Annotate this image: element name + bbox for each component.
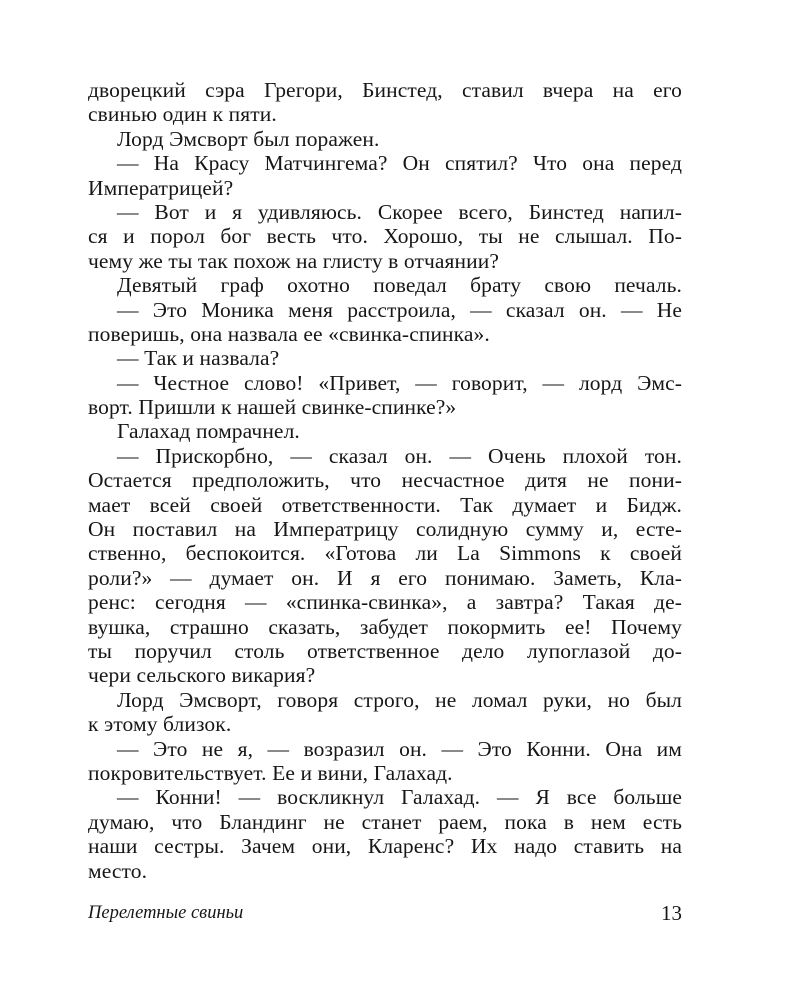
text-line: место. <box>88 858 148 883</box>
text-line: — Конни! — воскликнул Галахад. — Я все больше <box>117 785 682 810</box>
text-line: Императрицей? <box>88 175 234 200</box>
text-line: ственно, беспокоится. «Готова ли La Simmons к своей <box>88 541 682 566</box>
text-line: думаю, что Бландинг не станет раем, пока в нем есть <box>88 809 682 834</box>
text-line: ся и порол бог весть что. Хорошо, ты не слышал. По- <box>88 224 682 249</box>
text-line: — Честное слово! «Привет, — говорит, — лорд Эмс- <box>117 370 682 395</box>
text-line: — На Красу Матчингема? Он спятил? Что она перед <box>117 151 682 176</box>
text-line: роли?» — думает он. И я его понимаю. Заметь, Кла- <box>88 565 682 590</box>
text-line: ренс: сегодня — «спинка-свинка», а завтра? Такая де- <box>88 590 682 615</box>
text-line: Лорд Эмсворт был поражен. <box>117 126 380 151</box>
page-number: 13 <box>661 901 682 925</box>
text-line: дворецкий сэра Грегори, Бинстед, ставил вчера на его <box>88 78 682 102</box>
text-line: поверишь, она назвала ее «свинка-спинка». <box>88 321 490 346</box>
text-line: — Это не я, — возразил он. — Это Конни. Она им <box>117 736 682 761</box>
text-line: к этому близок. <box>88 712 232 737</box>
text-line: мает всей своей ответственности. Так думает и Бидж. <box>88 492 682 517</box>
text-line: Остается предположить, что несчастное дитя не пони- <box>88 468 682 493</box>
page-footer <box>88 898 682 928</box>
text-line: свинью один к пяти. <box>88 102 277 127</box>
text-line: покровительствует. Ее и вини, Галахад. <box>88 760 453 785</box>
text-line: Галахад помрачнел. <box>117 419 300 444</box>
text-line: Лорд Эмсворт, говоря строго, не ломал руки, но был <box>117 687 682 712</box>
text-line: чему же ты так похож на глисту в отчаянии? <box>88 248 499 273</box>
text-line: — Так и назвала? <box>117 346 280 371</box>
text-line: — Вот и я удивляюсь. Скорее всего, Бинстед напил- <box>117 199 682 224</box>
text-line: ворт. Пришли к нашей свинке-спинке?» <box>88 395 457 420</box>
text-line: наши сестры. Зачем они, Кларенс? Их надо ставить на <box>88 834 682 859</box>
text-line: вушка, страшно сказать, забудет покормить ее! Почему <box>88 614 682 639</box>
text-line: чери сельского викария? <box>88 663 316 688</box>
text-line: — Прискорбно, — сказал он. — Очень плохой тон. <box>117 443 682 468</box>
text-line: Он поставил на Императрицу солидную сумму и, есте- <box>88 517 682 542</box>
text-line: — Это Моника меня расстроила, — сказал он. — Не <box>117 297 682 322</box>
running-title: Перелетные свиньи <box>88 903 244 923</box>
book-page-text <box>88 78 682 883</box>
text-line: Девятый граф охотно поведал брату свою печаль. <box>117 273 682 298</box>
text-line: ты поручил столь ответственное дело лупоглазой до- <box>88 638 682 663</box>
